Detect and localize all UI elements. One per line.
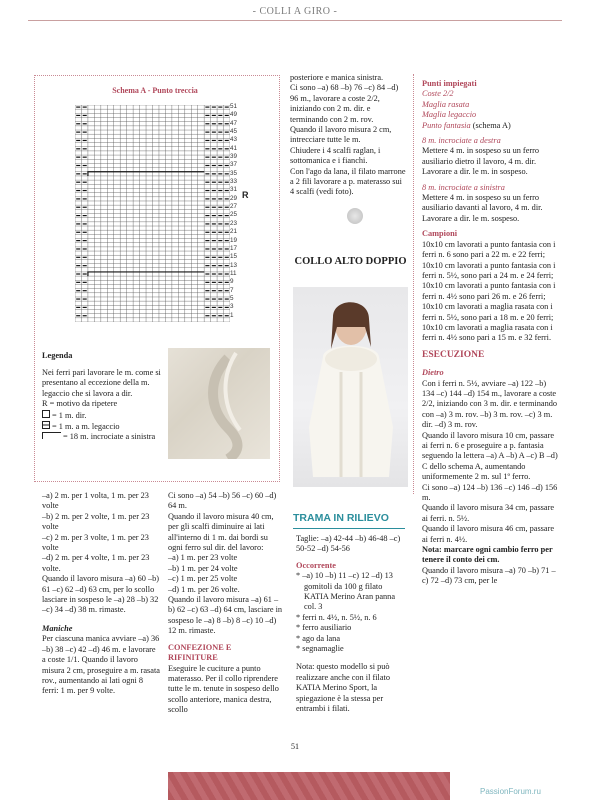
chart-row-number: 47 xyxy=(230,119,238,127)
chart-row-number: 21 xyxy=(230,228,238,236)
inc-dx-title: 8 m. incrociate a destra xyxy=(422,136,501,146)
knit-symbol-icon xyxy=(42,410,50,418)
stitch-chart xyxy=(75,105,230,322)
chart-row-number: 13 xyxy=(230,261,238,269)
chart-row-number: 11 xyxy=(230,269,237,277)
trama-nota: Nota: questo modello si può realizzare anche con il filato KATIA Merino Sport, la spiegazione è la stessa per entrambi i filati. xyxy=(296,662,390,714)
chart-row-number: 43 xyxy=(230,136,238,144)
chart-row-number: 15 xyxy=(230,253,238,261)
chart-row-number: 29 xyxy=(230,194,238,202)
chart-row-numbers xyxy=(230,104,237,321)
trama-title: TRAMA IN RILIEVO xyxy=(293,512,389,524)
legend-intro: Nei ferri pari lavorare le m. come si presentano al eccezione della m. legaccio che si lavora a dir. xyxy=(42,368,161,398)
cable-symbol-icon xyxy=(42,432,61,439)
legend-item: = 18 m. incrociate a sinistra xyxy=(42,432,165,442)
schema-title: Schema A - Punto treccia xyxy=(112,86,198,95)
chart-row-number: 51 xyxy=(230,103,238,110)
col3-text: Punti impiegati Coste 2/2 Maglia rasata Maglia legaccio Punto fantasia (schema A) 8 m. incrociate a destra Mettere 4 m. in sospeso su un ferro ausiliario dietro il lavoro, 4 m. dir. Lavorare a dir. le m. in sospeso. 8 m. incrociate a sinistra Mettere 4 m. in sospeso su un ferro ausiliario davanti al lavoro, 4 m. dir. Lavorare a dir. le m. sospeso. Campioni 10x10 cm lavorati a punto fantasia con i ferri n. 6 sono pari a 22 m. e 22 ferri; 10x10 cm lavorati a punto fantasia con i ferri n. 5½, sono pari a 24 m. e 24 ferri; 10x10 cm lavorati a punto fantasia con i ferri n. 4½ sono pari 26 m. e 26 ferri; 10x10 cm lavorati a maglia rasata con i ferri n. 5½, sono pari a 18 m. e 20 ferri; 10x10 cm lavorati a maglia rasata con i ferri n. 4½ sono pari a 15 m. e 32 ferri. ESECUZIONE Dietro Con i ferri n. 5½, avviare –a) 122 –b) 134 –c) 144 –d) 154 m., lavorare a coste 2/2, iniziando con 3 m. dir. e terminando con –a) 3 m. rov. –b) 3 m. rov. –c) 3 m. dir. –d) 3 m. rov. Quando il lavoro misura 10 cm, passare ai ferri n. 6 e proseguire a p. fantasia seguendo la lettera –a) A –b) A –c) B –d) C dello schema A, aumentando uniformemente 2 m. sul 1º ferro. Ci sono –a) 124 –b) 136 –c) 146 –d) 156 m. Quando il lavoro misura 34 cm, passare ai ferri. n. 5½. Quando il lavoro misura 46 cm, passare ai ferri n. 4½. Nota: marcare ogni cambio ferro per tenere il conto dei cm. Quando il lavoro misura –a) 70 –b) 71 –c) 72 –d) 73 cm, per le xyxy=(422,79,558,586)
chart-row-number: 25 xyxy=(230,211,238,219)
inc-sx-title: 8 m. incrociate a sinistra xyxy=(422,182,505,192)
chart-row-number: 17 xyxy=(230,244,238,252)
page-header: - COLLI A GIRO - xyxy=(252,6,338,17)
knit-texture-photo xyxy=(168,772,450,800)
chart-row-number: 23 xyxy=(230,219,238,227)
col2-bottom-text: Ci sono –a) 54 –b) 56 –c) 60 –d) 64 m. Quando il lavoro misura 40 cm, per gli scalfi diminuire ai lati all'interno di 1 m. dai bordi su ogni ferro sul dir. del lavoro: –a) 1 m. per 23 volte –b) 1 m. per 24 volte –c) 1 m. per 25 volte –d) 1 m. per 26 volte. Quando il lavoro misura –a) 61 –b) 62 –c) 63 –d) 64 cm, lasciare in sospeso le –a) 8 –b) 8 –c) 10 –d) 12 m. rimaste. CONFEZIONE E RIFINITURE Eseguire le cuciture a punto materasso. Per il collo riprendere tutte le m. tenute in sospeso dello scollo anteriore, manica destra, scollo xyxy=(168,491,283,715)
legend xyxy=(42,368,165,443)
chart-row-number: 49 xyxy=(230,111,238,119)
chart-row-number: 33 xyxy=(230,178,238,186)
esecuzione-title: ESECUZIONE xyxy=(422,349,485,360)
nota: Nota: marcare ogni cambio ferro per tenere il conto dei cm. xyxy=(422,545,553,565)
dietro-title: Dietro xyxy=(422,368,444,378)
occorrente-title: Occorrente xyxy=(296,560,336,570)
trama-rule xyxy=(293,528,405,529)
page-number: 51 xyxy=(291,742,299,751)
campioni-title: Campioni xyxy=(422,229,458,239)
model-photo xyxy=(293,287,408,487)
punti-title: Punti impiegati xyxy=(422,79,477,88)
garter-symbol-icon xyxy=(42,421,50,429)
header-rule xyxy=(28,20,562,21)
confezione-title: CONFEZIONE E RIFINITURE xyxy=(168,642,232,663)
col2-top-text: posteriore e manica sinistra. Ci sono –a) 68 –b) 76 –c) 84 –d) 96 m., lavorare a coste 2/2, iniziando con 2 m. dir. e terminando con 2 m. rov. Quando il lavoro misura 2 cm, intrecciare tutte le m. Chiudere i 4 scalfi raglan, i sottomanica e i fianchi. Con l'ago da lana, il filato marrone a 2 fili lavorare a p. materasso sui 4 scalfi (vedi foto). xyxy=(290,73,406,197)
legend-item: R = motivo da ripetere xyxy=(42,399,118,409)
stitch-sample-photo xyxy=(168,348,270,459)
repeat-marker: R xyxy=(242,190,249,200)
maniche-title: Maniche xyxy=(42,623,73,633)
chart-row-number: 5 xyxy=(230,294,234,302)
chart-row-number: 31 xyxy=(230,186,238,194)
legend-item: = 1 m. dir. xyxy=(42,410,165,421)
watermark: PassionForum.ru xyxy=(480,787,541,796)
collo-title: COLLO ALTO DOPPIO xyxy=(294,256,407,267)
chart-row-number: 35 xyxy=(230,169,238,177)
chart-row-number: 41 xyxy=(230,144,238,152)
chart-row-number: 45 xyxy=(230,128,238,136)
legend-item: = 1 m. a m. legaccio xyxy=(42,421,165,432)
chart-row-number: 9 xyxy=(230,278,234,286)
trama-text: Taglie: –a) 42-44 –b) 46-48 –c) 50-52 –d) 54-56 Occorrente * –a) 10 –b) 11 –c) 12 –d) 13 gomitoli da 100 g filato KATIA Merino Aran panna col. 3 * ferri n. 4½, n. 5½, n. 6 * ferro ausiliario * ago da lana * segnamaglie Nota: questo modello si può realizzare anche con il filato KATIA Merino Sport, la spiegazione è la stessa per entrambi i filati. xyxy=(296,534,407,715)
chart-row-number: 3 xyxy=(230,303,234,311)
yarn-ball-icon xyxy=(347,208,363,224)
chart-row-number: 1 xyxy=(230,311,234,319)
chart-row-number: 27 xyxy=(230,203,238,211)
chart-row-number: 39 xyxy=(230,153,238,161)
legend-title: Legenda xyxy=(42,351,73,360)
chart-row-number: 37 xyxy=(230,161,238,169)
chart-row-number: 19 xyxy=(230,236,238,244)
col1-bottom-text: –a) 2 m. per 1 volta, 1 m. per 23 volte –b) 2 m. per 2 volte, 1 m. per 23 volte –c) 2 m. per 3 volte, 1 m. per 23 volte –d) 2 m. per 4 volte, 1 m. per 23 volte. Quando il lavoro misura –a) 60 –b) 61 –c) 62 –d) 63 cm, per lo scollo lasciare in sospeso le –a) 28 –b) 32 –c) 34 –d) 38 m. rimaste. Maniche Per ciascuna manica avviare –a) 36 –b) 38 –c) 42 –d) 46 m. e lavorare a coste 1/1. Quando il lavoro misura 2 cm, proseguire a m. rasata rov., aumentando ai lati ogni 8 ferri: 1 m. per 9 volte. xyxy=(42,491,160,696)
chart-row-number: 7 xyxy=(230,286,234,294)
